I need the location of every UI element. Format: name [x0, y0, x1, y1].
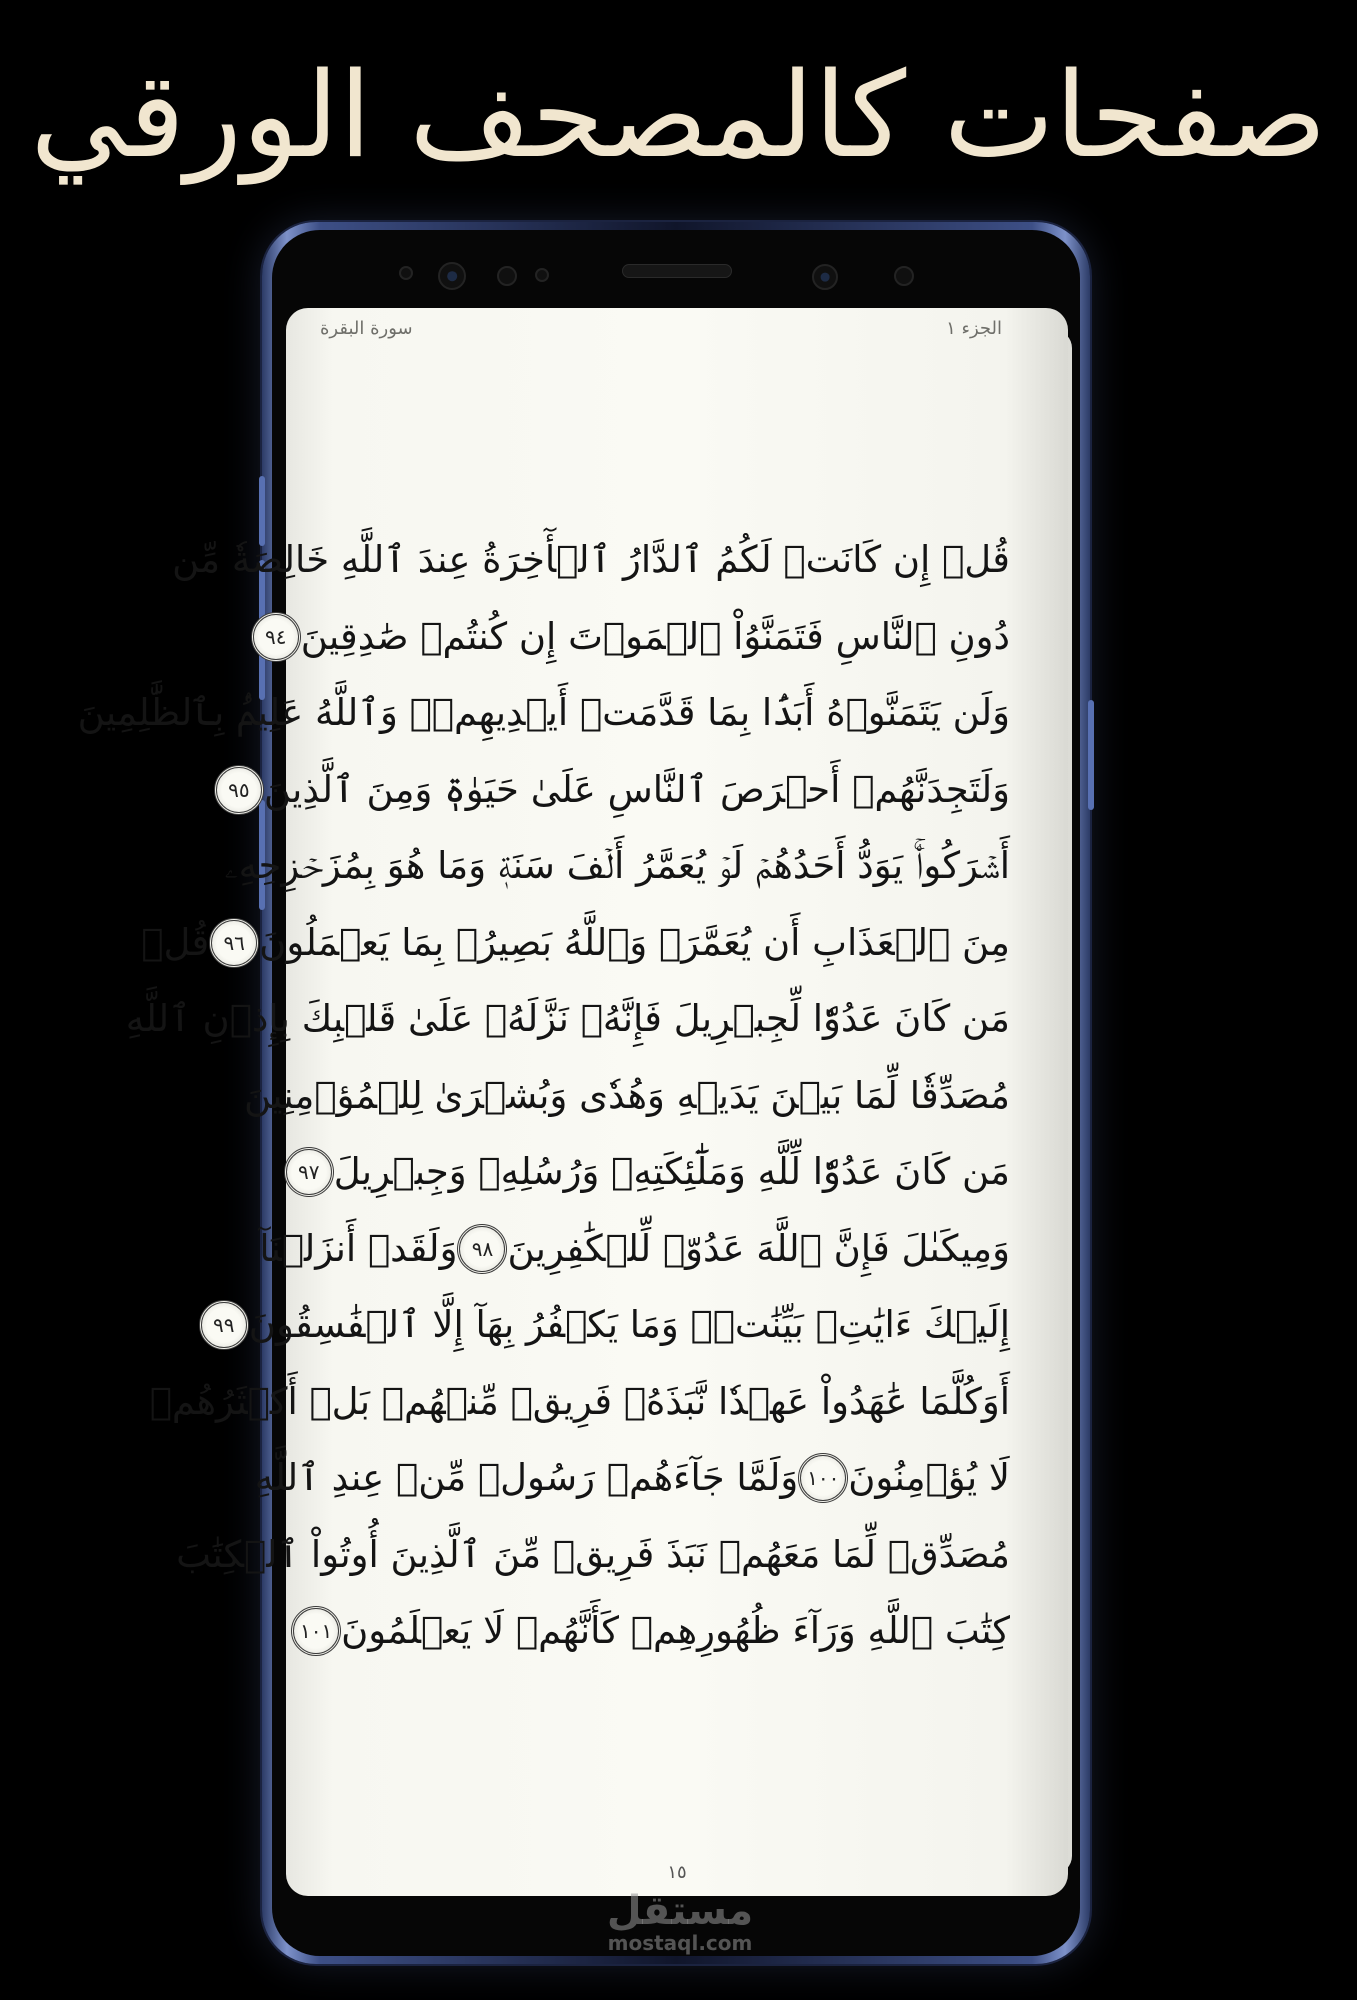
verse-line [299, 1593, 1010, 1670]
verse-segment: وَلَمَّا جَآءَهُمۡ رَسُولٞ مِّنۡ عِندِ ٱللَّهِ [254, 1456, 799, 1499]
headline: صفحات كالمصحف الورقي [30, 46, 1327, 184]
verse-segment: كِتَٰبَ ٱللَّهِ وَرَآءَ ظُهُورِهِمۡ كَأَنَّهُمۡ لَا يَعۡلَمُونَ [341, 1609, 1010, 1652]
verse-segment: أَوَكُلَّمَا عَٰهَدُواْ عَهۡدٗا نَّبَذَهُۥ فَرِيقٞ مِّنۡهُمۚ بَلۡ أَكۡثَرُهُمۡ [149, 1379, 1010, 1423]
verse-line [141, 905, 1010, 982]
surah-name: سورة البقرة [320, 318, 413, 339]
watermark-logo: مستقل [606, 1888, 754, 1934]
verse-line [298, 1134, 1010, 1211]
sensor-icon [399, 266, 413, 280]
verse-line [176, 1517, 1010, 1594]
verse-line [264, 599, 1010, 676]
ayah-number-marker: ٩٩ [199, 1300, 249, 1350]
verse-line [213, 1287, 1010, 1364]
camera-icon [812, 264, 838, 290]
verse-line [244, 1058, 1010, 1135]
verse-segment: مَن كَانَ عَدُوّٗا لِّجِبۡرِيلَ فَإِنَّهُۥ نَزَّلَهُۥ عَلَىٰ قَلۡبِكَ بِإِذۡنِ ٱللَّهِ [125, 997, 1010, 1040]
verse-segment: مُصَدِّقٗا لِّمَا بَيۡنَ يَدَيۡهِ وَهُدٗى وَبُشۡرَىٰ لِلۡمُؤۡمِنِينَ [244, 1073, 1010, 1117]
page-number: ١٥ [667, 1862, 687, 1883]
verse-segment: لَا يُؤۡمِنُونَ [848, 1456, 1010, 1499]
verse-line [125, 981, 1010, 1058]
verse-line [254, 1440, 1010, 1517]
watermark [560, 1890, 800, 1954]
front-camera-icon [438, 262, 466, 290]
verse-segment: أَشۡرَكُواْۚ يَوَدُّ أَحَدُهُمۡ لَوۡ يُعَمَّرُ أَلۡفَ سَنَةٖ وَمَا هُوَ بِمُزَحۡزِحِهِۦ [224, 844, 1010, 887]
mushaf-page[interactable] [77, 308, 1068, 1896]
verse-line [172, 522, 1010, 599]
iris-sensor-icon [497, 266, 517, 286]
ayah-number-marker: ١٠١ [291, 1606, 341, 1656]
verse-segment: وَمِيكَىٰلَ فَإِنَّ ٱللَّهَ عَدُوّٞ لِّلۡكَٰفِرِينَ [507, 1226, 1010, 1270]
verse-line [77, 675, 1010, 752]
verse-segment: قُلۡ [141, 920, 210, 964]
ayah-number-marker: ٩٧ [284, 1147, 334, 1197]
verse-text-block [77, 522, 1010, 1670]
verse-line [228, 752, 1010, 829]
verse-line [149, 1364, 1010, 1441]
ayah-number-marker: ١٠٠ [798, 1453, 848, 1503]
ayah-number-marker: ٩٤ [251, 612, 301, 662]
verse-segment: قُلۡ إِن كَانَتۡ لَكُمُ ٱلدَّارُ ٱلۡأٓخِرَةُ عِندَ ٱللَّهِ خَالِصَةٗ مِّن [172, 538, 1010, 581]
power-button [1088, 700, 1094, 810]
verse-segment: إِلَيۡكَ ءَايَٰتِۭ بَيِّنَٰتٖۖ وَمَا يَكۡفُرُ بِهَآ إِلَّا ٱلۡفَٰسِقُونَ [248, 1303, 1010, 1346]
proximity-sensor-icon [535, 268, 549, 282]
verse-line [224, 828, 1010, 905]
ayah-number-marker: ٩٨ [457, 1224, 507, 1274]
juz-label: الجزء ١ [946, 318, 1002, 339]
verse-line [259, 1211, 1010, 1288]
verse-segment: دُونِ ٱلنَّاسِ فَتَمَنَّوُاْ ٱلۡمَوۡتَ إِن كُنتُمۡ صَٰدِقِينَ [300, 614, 1010, 658]
verse-segment: مُصَدِّقٞ لِّمَا مَعَهُمۡ نَبَذَ فَرِيقٞ مِّنَ ٱلَّذِينَ أُوتُواْ ٱلۡكِتَٰبَ [176, 1532, 1010, 1576]
verse-segment: مَن كَانَ عَدُوّٗا لِّلَّهِ وَمَلَٰٓئِكَتِهِۦ وَرُسُلِهِۦ وَجِبۡرِيلَ [333, 1150, 1010, 1193]
verse-segment: وَلَقَدۡ أَنزَلۡنَآ [259, 1226, 458, 1270]
ayah-number-marker: ٩٥ [214, 765, 264, 815]
ayah-number-marker: ٩٦ [209, 918, 259, 968]
verse-segment: مِنَ ٱلۡعَذَابِ أَن يُعَمَّرَۗ وَٱللَّهُ بَصِيرُۢ بِمَا يَعۡمَلُونَ [259, 920, 1010, 964]
watermark-url: mostaql.com [607, 1931, 753, 1955]
led-sensor-icon [894, 266, 914, 286]
earpiece-speaker [622, 264, 732, 278]
verse-segment: وَلَن يَتَمَنَّوۡهُ أَبَدَۢا بِمَا قَدَّمَتۡ أَيۡدِيهِمۡۚ وَٱللَّهُ عَلِيمُۢ بِٱلظَّٰلِمِينَ [77, 691, 1010, 734]
verse-segment: وَلَتَجِدَنَّهُمۡ أَحۡرَصَ ٱلنَّاسِ عَلَىٰ حَيَوٰةٖ وَمِنَ ٱلَّذِينَ [263, 767, 1010, 811]
